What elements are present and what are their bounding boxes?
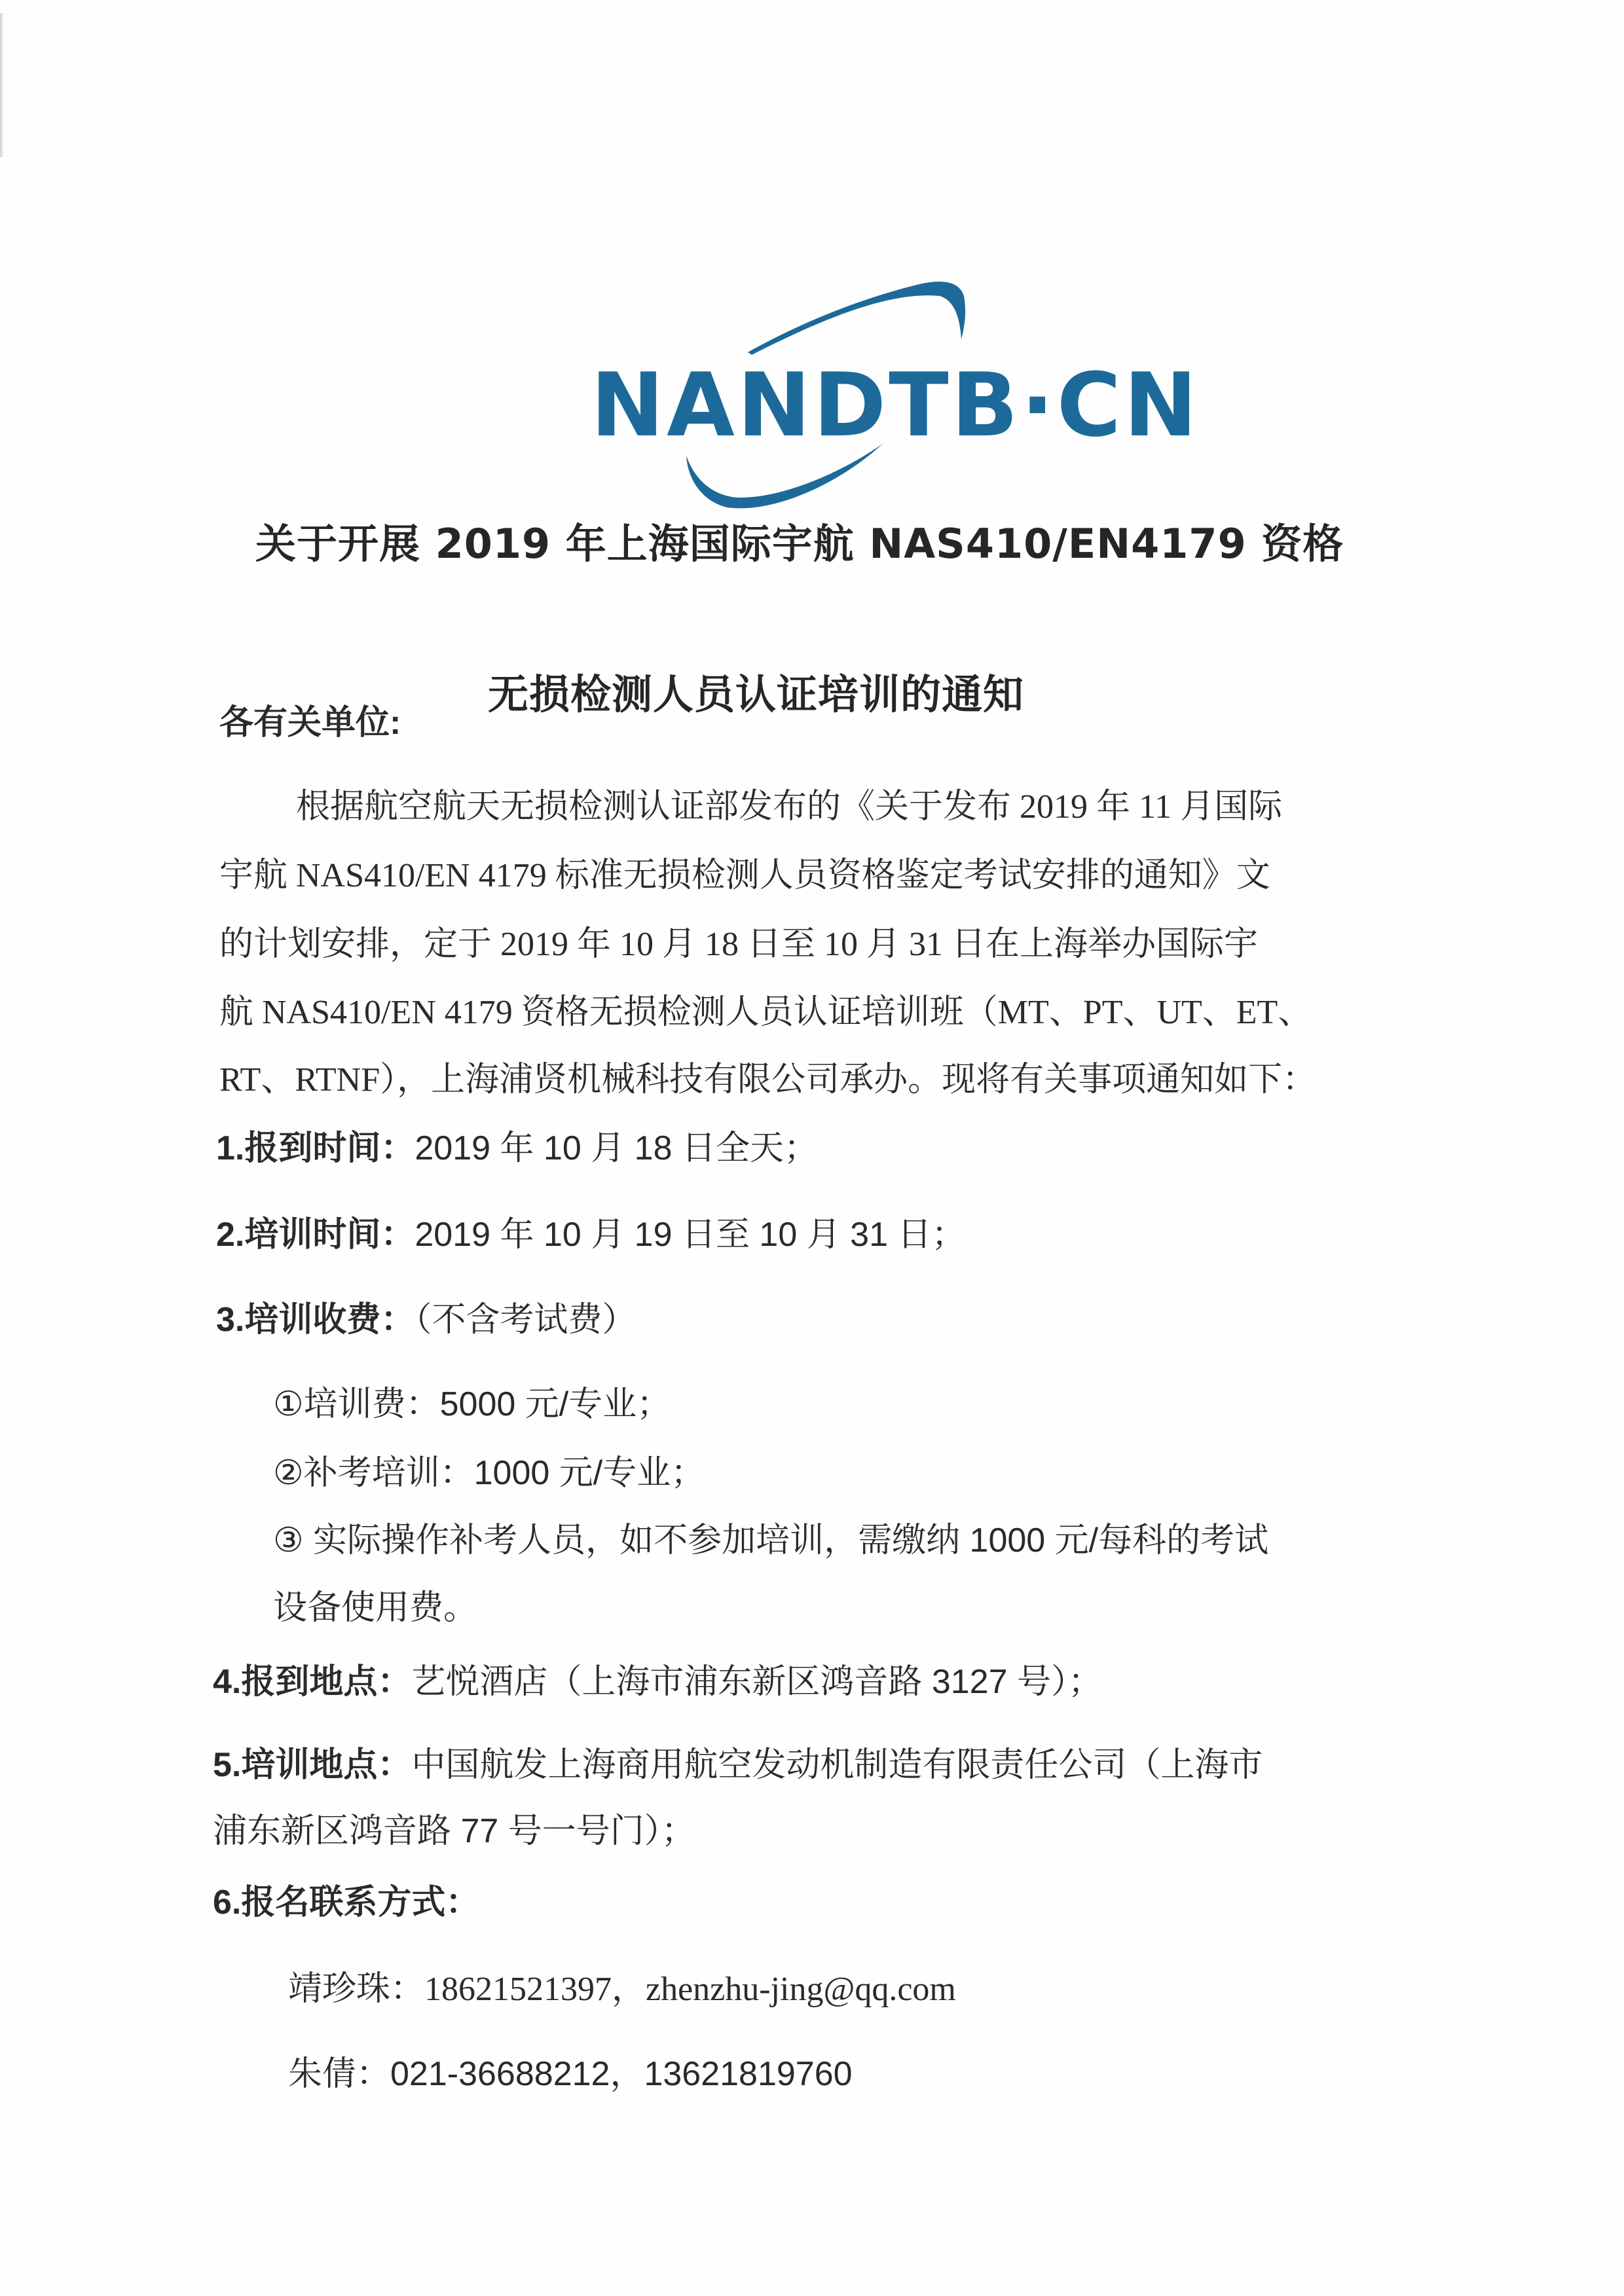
item-training-location-continuation: 浦东新区鸿音路 77 号一号门）； (213, 1812, 695, 1850)
fee-item-retake-training (273, 1456, 705, 1491)
circled-number-3: ③ (273, 1522, 304, 1559)
intro-line: 的计划安排，定于 2019 年 10 月 18 日至 10 月 31 日在上海举办国际宇 (219, 926, 1259, 963)
contact-name: 靖珍珠： (288, 1970, 425, 2008)
fee-item-continuation: 设备使用费。 (273, 1589, 478, 1627)
item-value: 艺悦酒店（上海市浦东新区鸿音路 3127 号）； (411, 1663, 1102, 1701)
contact-jing-zhenzhu (288, 1972, 956, 2007)
item-label: 6.报名联系方式： (213, 1884, 480, 1922)
item-training-location (213, 1748, 1263, 1782)
fee-text: 实际操作补考人员，如不参加培训，需缴纳 1000 元/每科的考试 (303, 1522, 1269, 1559)
circled-number-1: ① (273, 1386, 304, 1423)
document-title-line-2: 无损检测人员认证培训的通知 (488, 670, 1025, 718)
item-registration-contact (213, 1886, 479, 1920)
contact-detail: 021-36688212，13621819760 (390, 2055, 853, 2093)
intro-line: RT、RTNF），上海浦贤机械科技有限公司承办。现将有关事项通知如下： (219, 1061, 1317, 1099)
item-training-time (216, 1218, 965, 1252)
item-label: 4.报到地点： (213, 1663, 412, 1701)
fee-item-practical-retake (273, 1523, 1268, 1558)
fee-text: 培训费：5000 元/专业； (303, 1385, 671, 1423)
item-label: 2.培训时间： (216, 1216, 415, 1254)
item-value: 2019 年 10 月 18 日全天； (415, 1129, 818, 1167)
intro-line: 根据航空航天无损检测认证部发布的《关于发布 2019 年 11 月国际 (296, 788, 1283, 826)
contact-detail[interactable]: 18621521397，zhenzhu-jing@qq.com (424, 1971, 956, 2008)
item-label: 5.培训地点： (213, 1746, 412, 1784)
item-value: 中国航发上海商用航空发动机制造有限责任公司（上海市 (411, 1746, 1263, 1784)
intro-line: 宇航 NAS410/EN 4179 标准无损检测人员资格鉴定考试安排的通知》文 (219, 857, 1270, 894)
contact-zhu-qian (288, 2057, 853, 2091)
item-training-fees (216, 1303, 636, 1338)
intro-line: 航 NAS410/EN 4179 资格无损检测人员认证培训班（MT、PT、UT、ET、 (219, 994, 1312, 1031)
document-title-line-1: 关于开展 2019 年上海国际宇航 NAS410/EN4179 资格 (255, 520, 1344, 568)
item-value: 2019 年 10 月 19 日至 10 月 31 日； (415, 1216, 966, 1254)
fee-text: 补考培训：1000 元/专业； (303, 1454, 705, 1492)
circled-number-2: ② (273, 1455, 304, 1492)
item-check-in-time (216, 1131, 818, 1165)
scan-edge-shadow (0, 13, 4, 157)
item-label: 3.培训收费： (216, 1301, 415, 1339)
nandtb-logo (576, 255, 1200, 530)
item-label: 1.报到时间： (216, 1129, 415, 1167)
contact-name: 朱倩： (288, 2055, 391, 2093)
fee-item-training (273, 1387, 671, 1422)
item-check-in-location (213, 1665, 1102, 1699)
greeting: 各有关单位: (219, 704, 401, 742)
item-value: （不含考试费） (415, 1302, 637, 1339)
logo-text: NANDTB·CN (591, 354, 1200, 456)
